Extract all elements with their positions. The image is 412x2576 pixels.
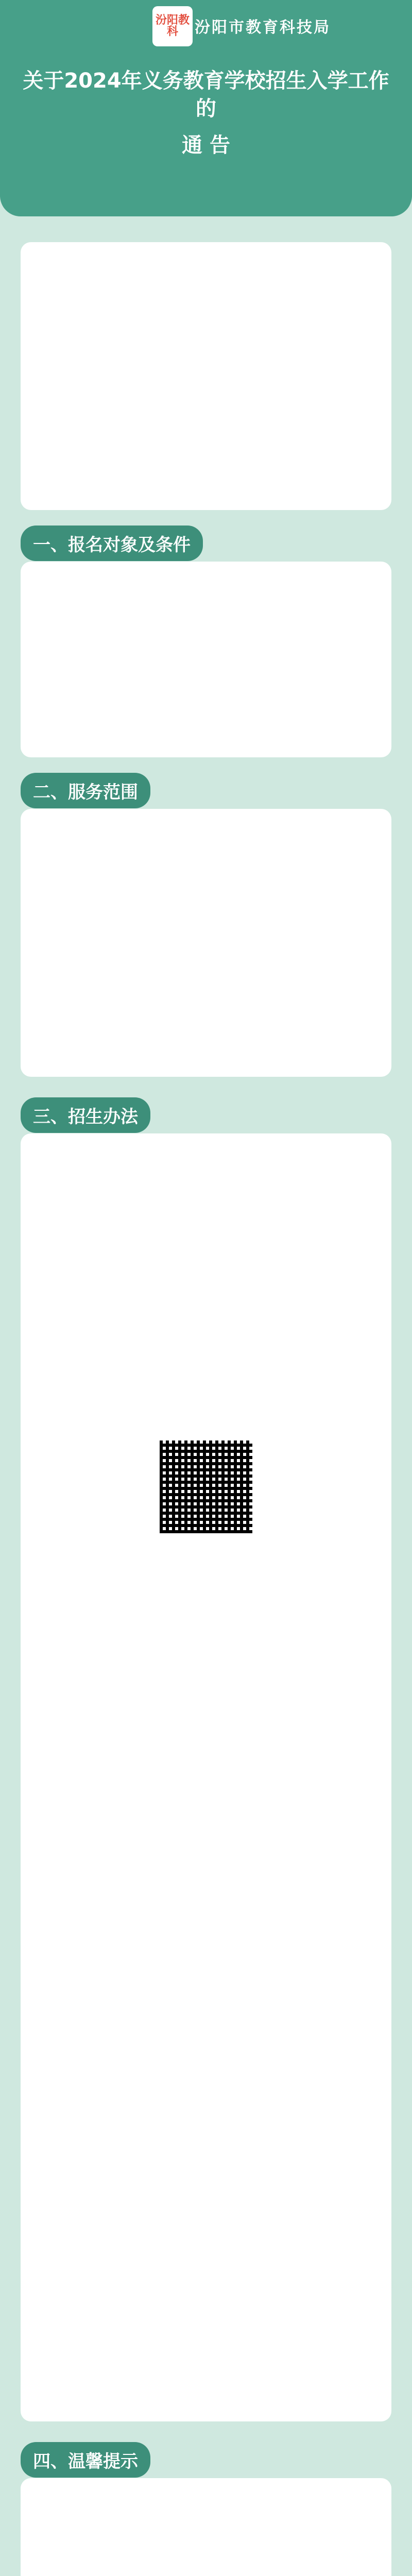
intro-card — [21, 242, 391, 510]
section-3-title: 三、招生办法 — [21, 1097, 150, 1133]
qr-code[interactable] — [160, 1440, 252, 1533]
section-1-title: 一、报名对象及条件 — [21, 526, 203, 561]
section-2-card — [21, 809, 391, 1077]
section-3-card — [21, 1133, 391, 2421]
section-1-card — [21, 562, 391, 757]
section-4-title: 四、温馨提示 — [21, 2442, 150, 2478]
header-banner — [0, 0, 412, 216]
section-4-card — [21, 2478, 391, 2576]
page-subtitle: 通 告 — [182, 133, 230, 157]
org-name: 汾阳市教育科技局 — [195, 19, 331, 37]
section-2-title: 二、服务范围 — [21, 773, 150, 808]
page-title: 关于2024年义务教育学校招生入学工作的 — [23, 69, 389, 121]
logo: 汾阳教科 — [152, 6, 193, 46]
